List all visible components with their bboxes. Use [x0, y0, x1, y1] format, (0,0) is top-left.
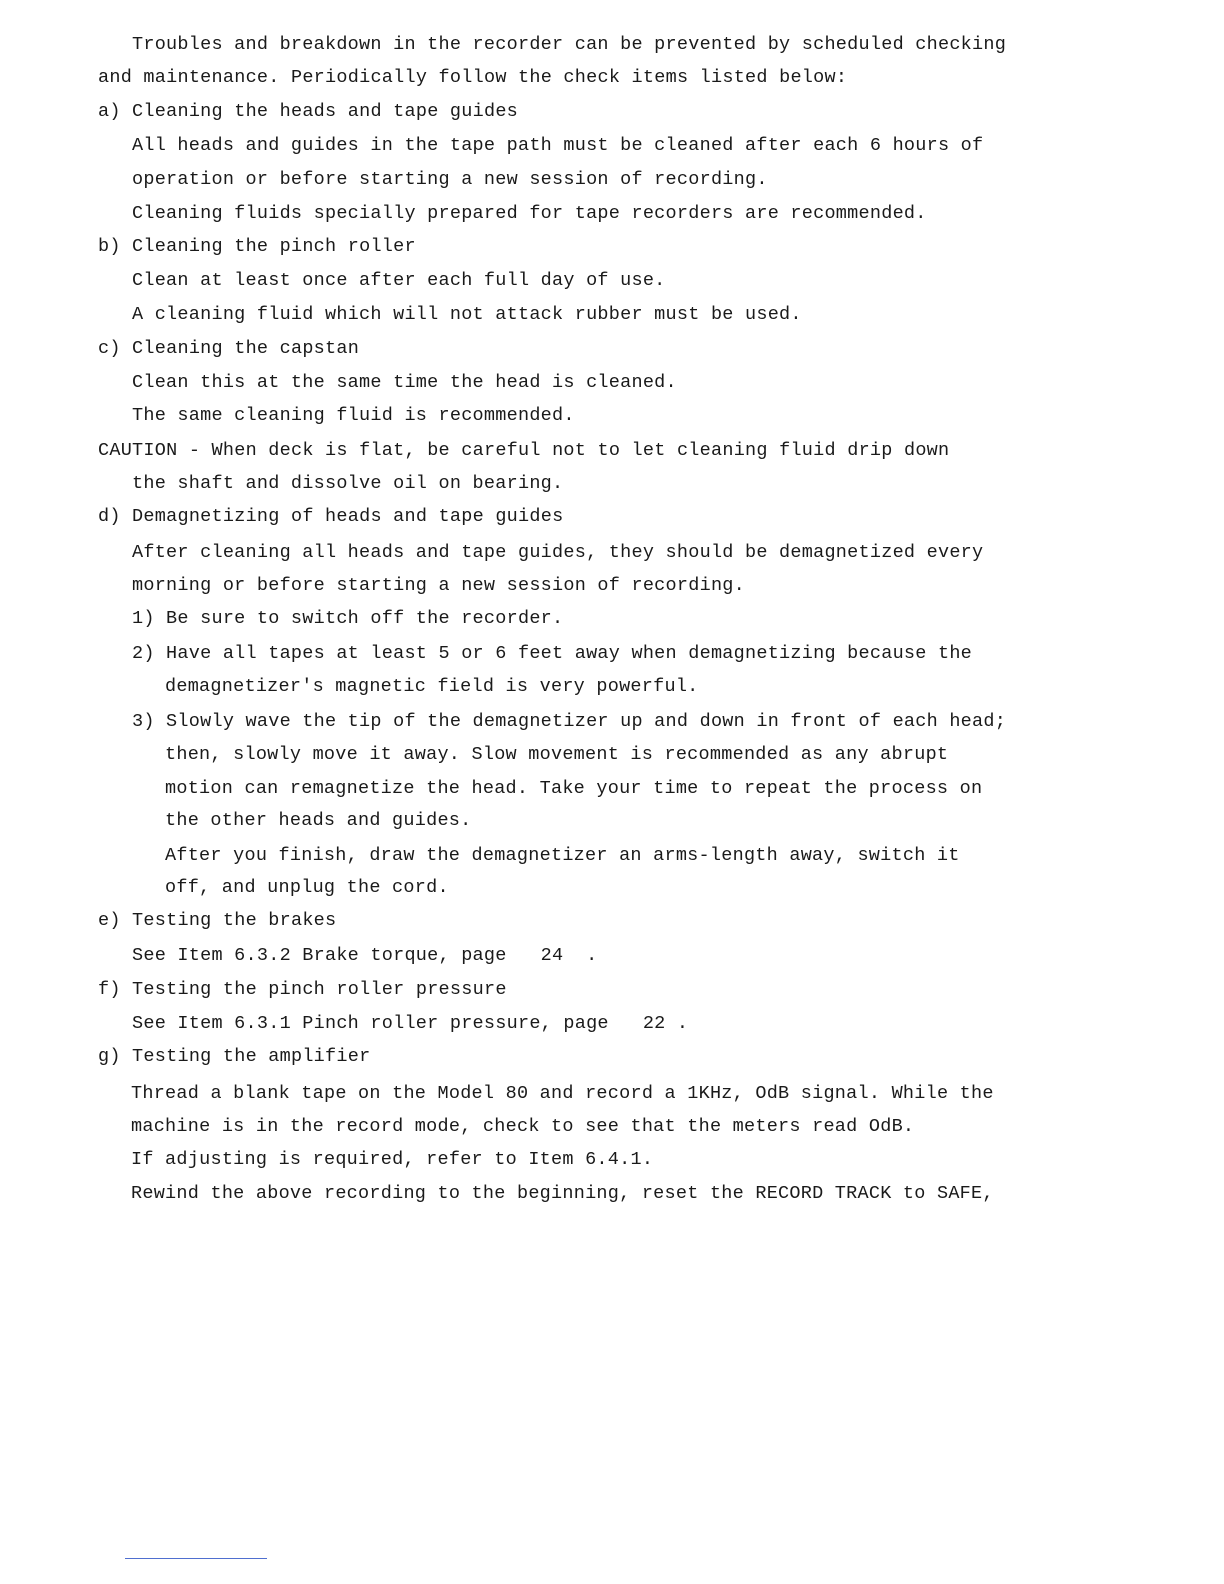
- item-b-line-2: A cleaning fluid which will not attack rubber must be used.: [132, 304, 802, 325]
- footer-rule: [125, 1558, 267, 1559]
- item-d-line-2: morning or before starting a new session of recording.: [132, 575, 745, 596]
- item-g-line-1: Thread a blank tape on the Model 80 and record a 1KHz, OdB signal. While the: [131, 1083, 994, 1104]
- item-g-line-4: Rewind the above recording to the beginning, reset the RECORD TRACK to SAFE,: [131, 1183, 994, 1204]
- item-g-heading: g) Testing the amplifier: [98, 1046, 371, 1067]
- item-e-line-1: See Item 6.3.2 Brake torque, page 24 .: [132, 945, 598, 966]
- item-d-step-3-cont-3: the other heads and guides.: [165, 810, 472, 831]
- item-c-line-2: The same cleaning fluid is recommended.: [132, 405, 575, 426]
- item-d-line-1: After cleaning all heads and tape guides, they should be demagnetized every: [132, 542, 984, 563]
- item-f-line-1: See Item 6.3.1 Pinch roller pressure, page 22 .: [132, 1013, 689, 1034]
- item-d-step-1: 1) Be sure to switch off the recorder.: [132, 608, 564, 629]
- item-e-heading: e) Testing the brakes: [98, 910, 337, 931]
- item-g-line-2: machine is in the record mode, check to see that the meters read OdB.: [131, 1116, 915, 1137]
- intro-line-2: and maintenance. Periodically follow the check items listed below:: [98, 67, 848, 88]
- item-d-step-3: 3) Slowly wave the tip of the demagnetizer up and down in front of each head;: [132, 711, 1007, 732]
- item-d-step-3-cont-5: off, and unplug the cord.: [165, 877, 449, 898]
- item-b-line-1: Clean at least once after each full day of use.: [132, 270, 666, 291]
- item-d-step-3-cont-2: motion can remagnetize the head. Take your time to repeat the process on: [165, 778, 983, 799]
- item-b-heading: b) Cleaning the pinch roller: [98, 236, 416, 257]
- item-d-heading: d) Demagnetizing of heads and tape guides: [98, 506, 564, 527]
- intro-line-1: Troubles and breakdown in the recorder can be prevented by scheduled checking: [132, 34, 1007, 55]
- item-a-line-1: All heads and guides in the tape path must be cleaned after each 6 hours of: [132, 135, 984, 156]
- item-a-line-3: Cleaning fluids specially prepared for tape recorders are recommended.: [132, 203, 927, 224]
- item-c-heading: c) Cleaning the capstan: [98, 338, 360, 359]
- item-c-line-1: Clean this at the same time the head is cleaned.: [132, 372, 677, 393]
- item-a-line-2: operation or before starting a new session of recording.: [132, 169, 768, 190]
- item-g-line-3: If adjusting is required, refer to Item 6.4.1.: [131, 1149, 654, 1170]
- caution-line-2: the shaft and dissolve oil on bearing.: [132, 473, 564, 494]
- item-d-step-2-cont: demagnetizer's magnetic field is very powerful.: [165, 676, 699, 697]
- item-f-heading: f) Testing the pinch roller pressure: [98, 979, 507, 1000]
- item-a-heading: a) Cleaning the heads and tape guides: [98, 101, 519, 122]
- item-d-step-3-cont-4: After you finish, draw the demagnetizer an arms-length away, switch it: [165, 845, 960, 866]
- item-d-step-3-cont-1: then, slowly move it away. Slow movement is recommended as any abrupt: [165, 744, 949, 765]
- item-d-step-2: 2) Have all tapes at least 5 or 6 feet away when demagnetizing because the: [132, 643, 973, 664]
- caution-line-1: CAUTION - When deck is flat, be careful not to let cleaning fluid drip down: [98, 440, 950, 461]
